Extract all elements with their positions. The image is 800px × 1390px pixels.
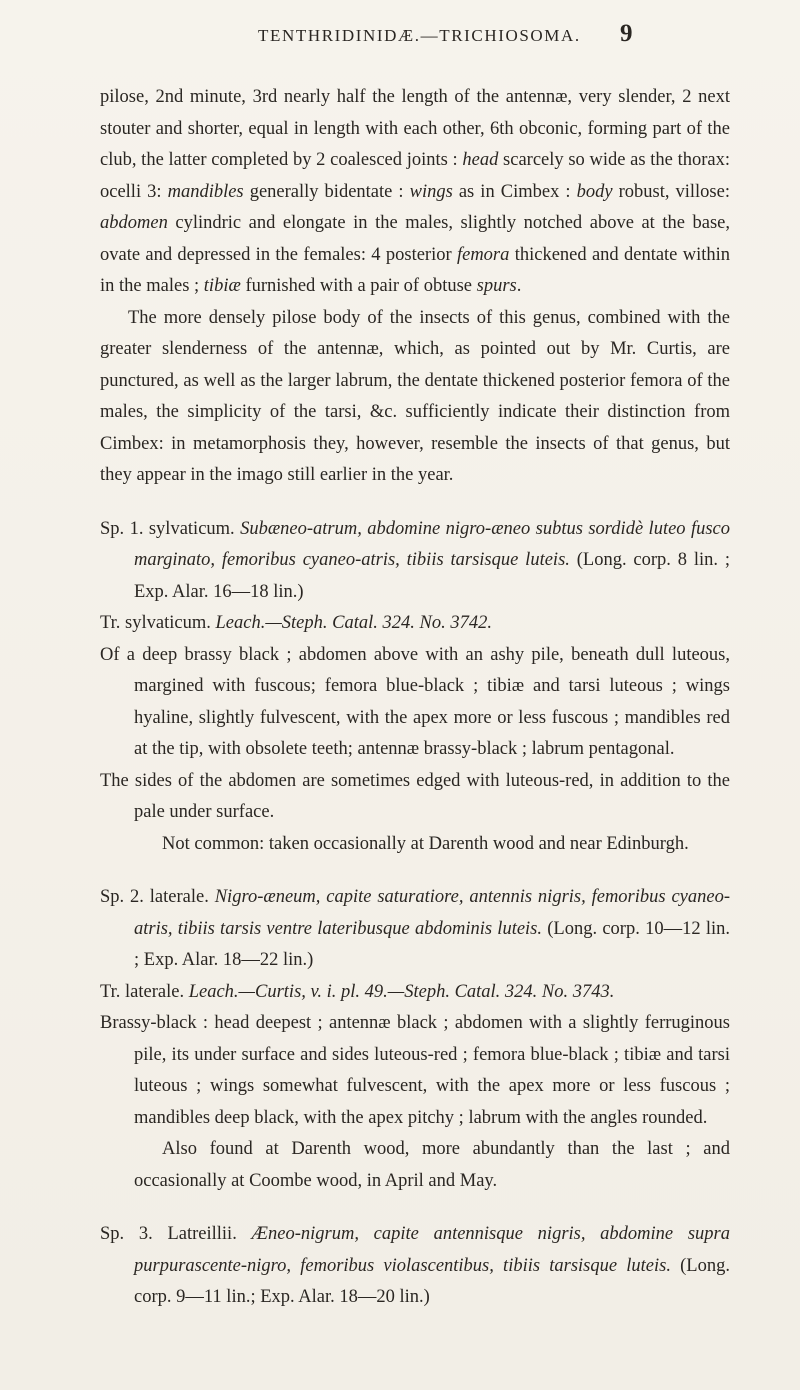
- species-size: (Long. corp. 9—11 lin.; Exp. Alar. 18—20 lin.): [134, 1255, 730, 1307]
- term-abdomen: abdomen: [100, 213, 168, 233]
- synonym-reference: Leach.—Curtis, v. i. pl. 49.—Steph. Catal. 324. No. 3743.: [188, 981, 615, 1002]
- genus-text: furnished with a pair of obtuse: [240, 276, 477, 296]
- species-name: laterale.: [149, 887, 209, 907]
- genus-text: scarcely so wide as the thorax: ocelli 3:: [100, 150, 730, 202]
- genus-text: as in Cimbex :: [452, 181, 577, 202]
- species-2-heading: [100, 882, 730, 977]
- species-2-synonymy: [100, 977, 730, 1009]
- running-head: TENTHRIDINIDÆ.—TRICHIOSOMA.: [258, 26, 581, 45]
- term-head: head: [462, 150, 499, 170]
- term-spurs: spurs: [476, 276, 517, 296]
- genus-text: pilose, 2nd minute, 3rd nearly half the length of the antennæ, very slender, 2 next stouter and shorter, equal in length with each other, 6th obconic, forming part of the club, the latter completed by 2 coalesced joints :: [100, 87, 730, 170]
- species-name: Latreillii.: [167, 1224, 237, 1244]
- genus-text: thickened and dentate within in the males ;: [100, 244, 730, 296]
- synonym-name: Tr. sylvaticum.: [100, 613, 211, 633]
- term-tibiae: tibiæ: [203, 276, 241, 296]
- page-body: [100, 82, 730, 1314]
- species-number: Sp. 3.: [100, 1224, 153, 1244]
- synonym-reference: Leach.—Steph. Catal. 324. No. 3742.: [215, 613, 492, 633]
- genus-text: cylindric and elongate in the males, slightly notched above at the base, ovate and depressed in the females: 4 posterior: [100, 213, 730, 265]
- species-2-habitat: Also found at Darenth wood, more abundantly than the last ; and occasionally at Coombe wood, in April and May.: [134, 1139, 730, 1191]
- species-size: (Long. corp. 10—12 lin. ; Exp. Alar. 18—22 lin.): [134, 918, 730, 970]
- species-number: Sp. 2.: [100, 887, 144, 907]
- species-1-synonymy: [100, 608, 730, 640]
- species-name: sylvaticum.: [148, 518, 235, 539]
- species-2-description: Brassy-black : head deepest ; antennæ black ; abdomen with a slightly ferruginous pile, its under surface and sides luteous-red ; femora blue-black ; tibiæ and tarsi luteous ; wings somewhat fulvescent, with the apex more or less fuscous ; mandibles deep black, with the apex pitchy ; labrum with the angles rounded.: [100, 1013, 730, 1128]
- genus-description-paragraph: [100, 82, 730, 303]
- species-3-heading: [100, 1219, 730, 1314]
- synonym-name: Tr. laterale.: [100, 981, 185, 1002]
- term-femora: femora: [456, 244, 510, 265]
- species-1-note: The sides of the abdomen are sometimes edged with luteous-red, in addition to the pale under surface.: [100, 770, 730, 822]
- species-size: (Long. corp. 8 lin. ; Exp. Alar. 16—18 lin.): [134, 550, 730, 602]
- page-header: [0, 18, 800, 58]
- species-diagnosis: Nigro-æneum, capite saturatiore, antennis nigris, femoribus cyaneo-atris, tibiis tarsis ventre lateribusque abdominis luteis.: [134, 887, 731, 939]
- genus-text: .: [516, 276, 522, 296]
- genus-remarks-paragraph: The more densely pilose body of the insects of this genus, combined with the greater slenderness of the antennæ, which, as pointed out by Mr. Curtis, are punctured, as well as the larger labrum, the dentate thickened posterior femora of the males, the simplicity of the tarsi, &c. sufficiently indicate their distinction from Cimbex: in metamorphosis they, however, resemble the insects of that genus, but they appear in the imago still earlier in the year.: [100, 307, 730, 485]
- genus-text: generally bidentate :: [243, 181, 410, 202]
- species-number: Sp. 1.: [100, 518, 144, 539]
- genus-text: robust, villose:: [612, 181, 730, 202]
- term-body: body: [576, 181, 613, 202]
- species-1-habitat: Not common: taken occasionally at Darenth wood and near Edinburgh.: [162, 833, 689, 854]
- term-wings: wings: [409, 181, 453, 202]
- species-diagnosis: Subæneo-atrum, abdomine nigro-æneo subtus sordidè luteo fusco marginato, femoribus cyaneo-atris, tibiis tarsisque luteis.: [134, 518, 730, 570]
- term-mandibles: mandibles: [167, 181, 244, 202]
- species-diagnosis: Æneo-nigrum, capite antennisque nigris, abdomine supra purpurascente-nigro, femoribus violascentibus, tibiis tarsisque luteis.: [134, 1224, 731, 1276]
- species-1-heading: [100, 514, 730, 609]
- species-1-description: Of a deep brassy black ; abdomen above with an ashy pile, beneath dull luteous, margined with fuscous; femora blue-black ; tibiæ and tarsi luteous ; wings hyaline, slightly fulvescent, with the apex more or less fuscous ; mandibles red at the tip, with obsolete teeth; antennæ brassy-black ; labrum pentagonal.: [100, 644, 730, 759]
- page-number: 9: [620, 20, 633, 47]
